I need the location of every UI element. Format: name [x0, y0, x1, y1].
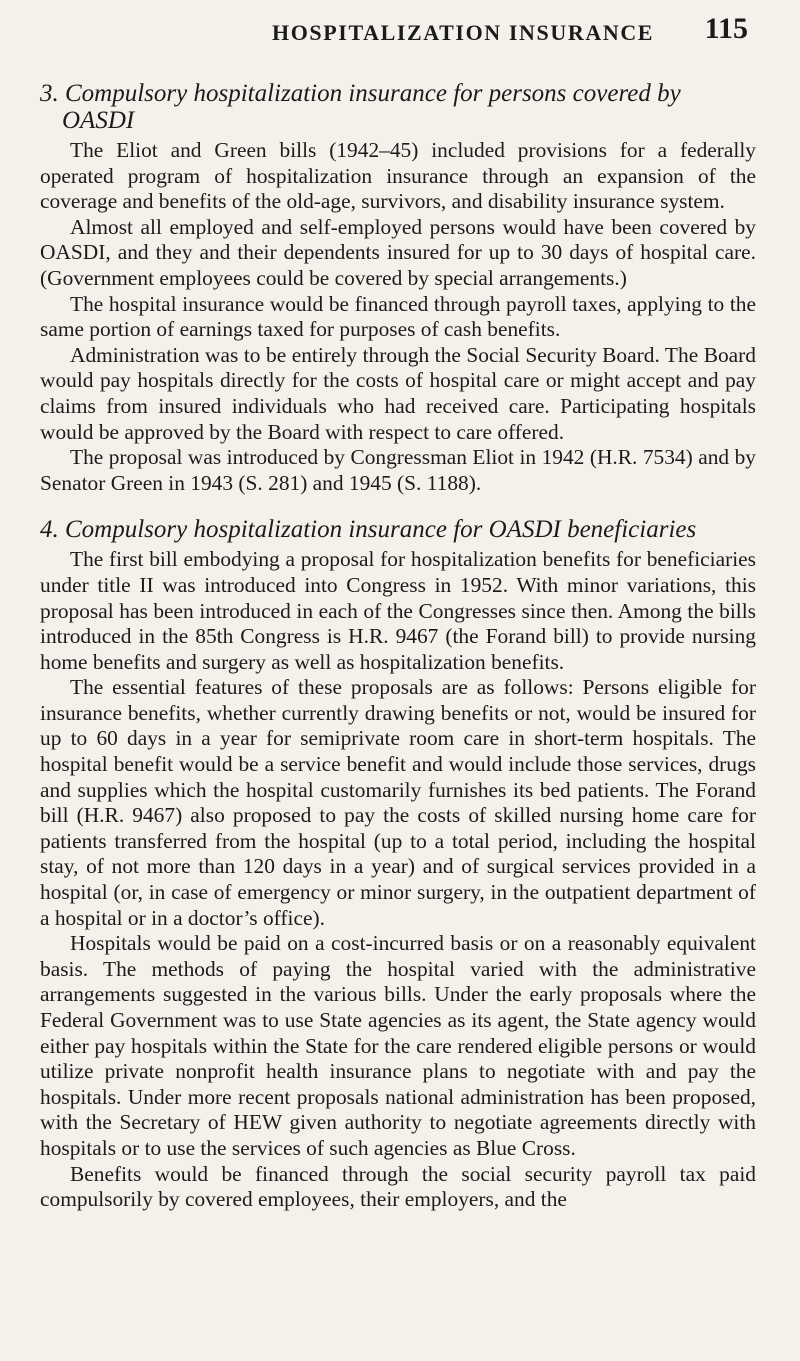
- section-number: 3.: [40, 80, 59, 107]
- paragraph: Almost all employed and self-employed persons would have been covered by OASDI, and they and their dependents insured for up to 30 days of hospital care. (Government employees could be covered by special arrangements.): [40, 214, 756, 290]
- page-header: [40, 0, 756, 60]
- paragraph: The Eliot and Green bills (1942–45) included provisions for a federally operated program of hospitalization insurance through an expansion of the coverage and benefits of the old-age, survivors, and disability insurance system.: [40, 138, 756, 214]
- section-heading-4: [40, 516, 756, 543]
- section-title: Compulsory hospitalization insurance for persons covered by OASDI: [62, 80, 681, 134]
- paragraph: Benefits would be financed through the social security payroll tax paid compulsorily by covered employees, their employers, and the: [40, 1161, 756, 1212]
- section-number: 4.: [40, 516, 59, 544]
- paragraph: The first bill embodying a proposal for hospitalization benefits for beneficiaries under title II was introduced into Congress in 1952. With minor variations, this proposal has been introduced in each of the Congresses since then. Among the bills introduced in the 85th Congress is H.R. 9467 (the Forand bill) to provide nursing home benefits and surgery as well as hospitalization benefits.: [40, 547, 756, 674]
- paragraph: The hospital insurance would be financed through payroll taxes, applying to the same portion of earnings taxed for purposes of cash benefits.: [40, 291, 756, 342]
- running-head: HOSPITALIZATION INSURANCE: [272, 20, 655, 45]
- paragraph: Administration was to be entirely through the Social Security Board. The Board would pay hospitals directly for the costs of hospital care or might accept and pay claims from insured individuals who had received care. Participating hospitals would be approved by the Board with respect to care offered.: [40, 342, 756, 444]
- page-number: 115: [704, 12, 748, 45]
- paragraph: The essential features of these proposals are as follows: Persons eligible for insurance benefits, whether currently drawing benefits or not, would be insured for up to 60 days in a year for semiprivate room care in short-term hospitals. The hospital benefit would be a service benefit and would include those services, drugs and supplies which the hospital customarily furnishes its bed patients. The Forand bill (H.R. 9467) also proposed to pay the costs of skilled nursing home care for patients transferred from the hospital (up to a total period, including the hospital stay, of not more than 120 days in a year) and of surgical services provided in a hospital (or, in case of emergency or minor surgery, in the outpatient department of a hospital or in a doctor’s office).: [40, 675, 756, 930]
- section-heading-3: [40, 80, 756, 134]
- paragraph: Hospitals would be paid on a cost-incurred basis or on a reasonably equivalent basis. The methods of paying the hospital varied with the administrative arrangements suggested in the various bills. Under the early proposals where the Federal Government was to use State agencies as its agent, the State agency would either pay hospitals within the State for the care rendered eligible persons or would utilize private nonprofit health insurance plans to negotiate with and pay the hospitals. Under more recent proposals national administration has been proposed, with the Secretary of HEW given authority to negotiate agreements directly with hospitals or to use the services of such agencies as Blue Cross.: [40, 931, 756, 1160]
- paragraph: The proposal was introduced by Congressman Eliot in 1942 (H.R. 7534) and by Senator Green in 1943 (S. 281) and 1945 (S. 1188).: [40, 445, 756, 495]
- section-title: Compulsory hospitalization insurance for OASDI beneficiaries: [65, 516, 697, 544]
